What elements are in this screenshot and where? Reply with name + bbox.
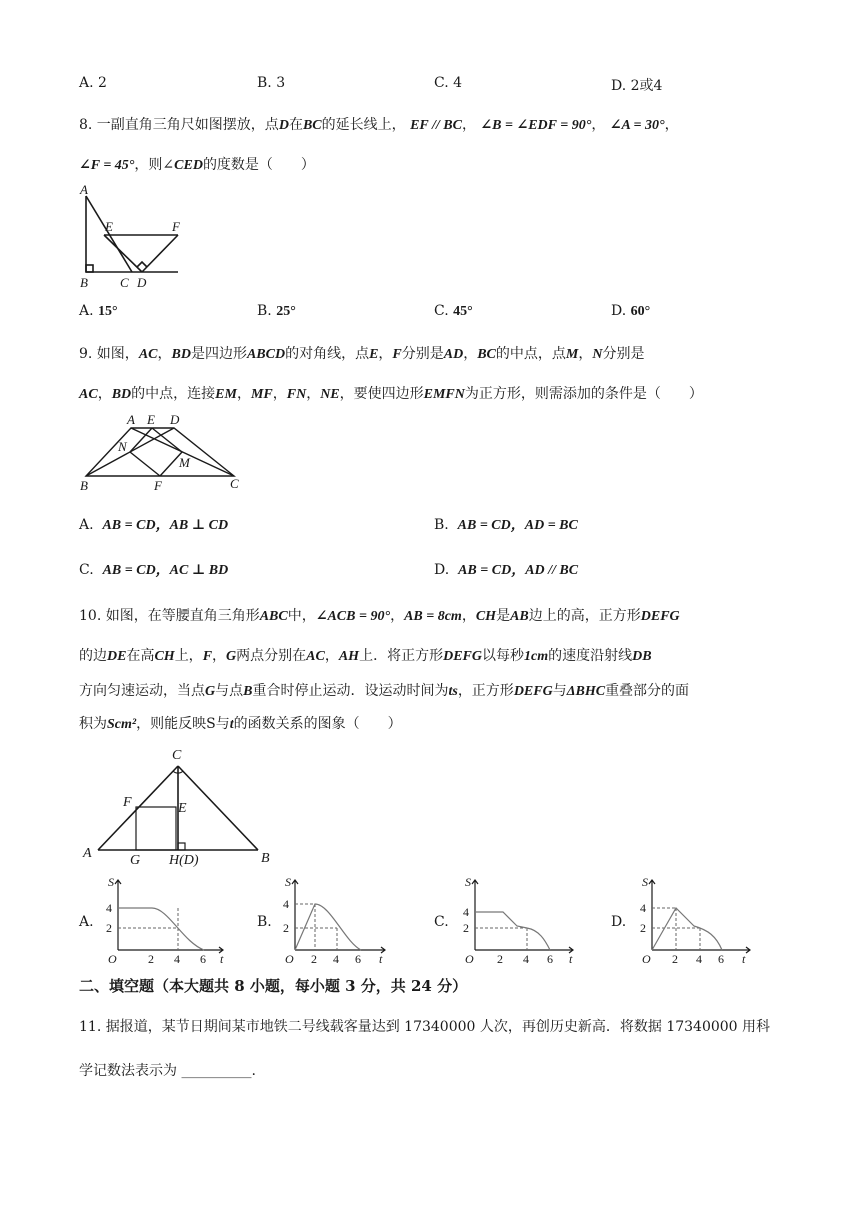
- svg-text:t: t: [379, 952, 383, 966]
- svg-text:2: 2: [106, 921, 112, 935]
- svg-text:2: 2: [148, 952, 154, 966]
- q8-label-d: D: [137, 275, 147, 290]
- svg-text:S: S: [642, 875, 648, 889]
- q9-stem-line1: 9. 如图，AC，BD是四边形ABCD的对角线，点E，F分别是AD，BC的中点，点M，N分别是: [79, 346, 645, 362]
- q9-option-b: B. AB = CD，AD = BC: [434, 517, 578, 533]
- q8-label-a: A: [80, 182, 88, 197]
- svg-text:6: 6: [355, 952, 361, 966]
- svg-text:t: t: [569, 952, 573, 966]
- svg-text:S: S: [285, 875, 291, 889]
- svg-text:4: 4: [106, 901, 112, 915]
- q10-graph-c: [455, 872, 580, 966]
- svg-text:4: 4: [463, 905, 469, 919]
- q7-option-c: C. 4: [434, 75, 463, 91]
- q10-stem-line2: 的边DE在高CH上，F，G两点分别在AC，AH上．将正方形DEFG以每秒1cm的速度沿射线DB: [79, 648, 652, 664]
- svg-text:4: 4: [174, 952, 180, 966]
- svg-text:S: S: [108, 875, 114, 889]
- q9-option-d: D. AB = CD，AD // BC: [434, 562, 579, 578]
- q9-label-c: C: [230, 476, 239, 491]
- q9-label-f: F: [154, 478, 162, 493]
- q10-graph-b: [275, 872, 395, 966]
- svg-text:t: t: [220, 952, 224, 966]
- q8-label-e: E: [105, 219, 113, 234]
- q9-label-m: M: [179, 455, 190, 470]
- q10-graph-a: [98, 872, 233, 966]
- svg-text:O: O: [465, 952, 474, 966]
- svg-text:2: 2: [640, 921, 646, 935]
- q9-stem-line2: AC，BD的中点，连接EM，MF，FN，NE，要使四边形EMFN为正方形，则需添加的条件是（ ）: [79, 386, 703, 402]
- q10-graph-label-c: C.: [434, 914, 449, 930]
- q8-stem-line1: 8. 一副直角三角尺如图摆放，点D在BC的延长线上， EF // BC， ∠B = ∠EDF = 90°， ∠A = 30°，: [79, 117, 679, 133]
- svg-text:4: 4: [523, 952, 529, 966]
- svg-text:4: 4: [283, 897, 289, 911]
- svg-text:O: O: [642, 952, 651, 966]
- q9-option-a: A. AB = CD，AB ⊥ CD: [79, 517, 229, 533]
- svg-text:O: O: [285, 952, 294, 966]
- q9-option-c: C. AB = CD，AC ⊥ BD: [79, 562, 229, 578]
- q10-stem-line1: 10. 如图，在等腰直角三角形ABC中，∠ACB = 90°，AB = 8cm，CH是AB边上的高，正方形DEFG: [79, 608, 680, 624]
- q9-label-b: B: [80, 478, 88, 493]
- q10-label-h: H(D): [169, 853, 199, 868]
- q9-label-a: A: [127, 412, 135, 427]
- svg-text:2: 2: [463, 921, 469, 935]
- svg-text:2: 2: [311, 952, 317, 966]
- svg-text:t: t: [742, 952, 746, 966]
- q11-stem-line2: 学记数法表示为 __________.: [79, 1063, 256, 1079]
- q8-option-a: A. 15°: [79, 303, 118, 319]
- svg-text:2: 2: [497, 952, 503, 966]
- q7-option-d: D. 2或4: [611, 78, 663, 94]
- svg-text:S: S: [465, 875, 471, 889]
- q10-label-c: C: [172, 748, 182, 763]
- q7-option-b: B. 3: [257, 75, 286, 91]
- q9-label-d: D: [170, 412, 180, 427]
- q10-label-a: A: [83, 846, 92, 861]
- svg-text:6: 6: [547, 952, 553, 966]
- q9-label-e: E: [147, 412, 155, 427]
- q10-graph-label-b: B.: [257, 914, 272, 930]
- svg-text:6: 6: [718, 952, 724, 966]
- q8-stem-line2: ∠F = 45°，则∠CED的度数是（ ）: [79, 157, 315, 173]
- svg-text:O: O: [108, 952, 117, 966]
- svg-text:6: 6: [200, 952, 206, 966]
- q10-figure: [78, 740, 288, 868]
- q10-label-e: E: [178, 801, 187, 816]
- q8-option-d: D. 60°: [611, 303, 651, 319]
- q8-label-b: B: [80, 275, 88, 290]
- section-title-fill-blank: 二、填空题（本大题共 8 小题，每小题 3 分，共 24 分）: [79, 977, 468, 995]
- svg-text:4: 4: [696, 952, 702, 966]
- q8-figure: [76, 182, 186, 292]
- q10-stem-line3: 方向匀速运动，当点G与点B重合时停止运动．设运动时间为ts，正方形DEFG与ΔBHC重叠部分的面: [79, 683, 690, 699]
- svg-text:4: 4: [333, 952, 339, 966]
- svg-text:2: 2: [283, 921, 289, 935]
- q8-option-c: C. 45°: [434, 303, 473, 319]
- q10-stem-line4: 积为Scm²，则能反映S与t的函数关系的图象（ ）: [79, 716, 402, 732]
- q7-option-a: A. 2: [79, 75, 107, 91]
- q8-option-b: B. 25°: [257, 303, 296, 319]
- q8-label-f: F: [172, 219, 180, 234]
- q10-graph-label-a: A.: [79, 914, 94, 930]
- svg-text:4: 4: [640, 901, 646, 915]
- q10-label-b: B: [261, 851, 270, 866]
- q8-label-c: C: [120, 275, 129, 290]
- q10-label-f: F: [123, 795, 132, 810]
- q10-graph-d: [632, 872, 757, 966]
- q10-graph-label-d: D.: [611, 914, 627, 930]
- q9-figure: [76, 410, 251, 495]
- q11-stem-line1: 11. 据报道，某节日期间某市地铁二号线载客量达到 17340000 人次，再创历史新高．将数据 17340000 用科: [79, 1019, 771, 1035]
- q9-label-n: N: [118, 439, 127, 454]
- q10-label-g: G: [130, 853, 141, 868]
- svg-text:2: 2: [672, 952, 678, 966]
